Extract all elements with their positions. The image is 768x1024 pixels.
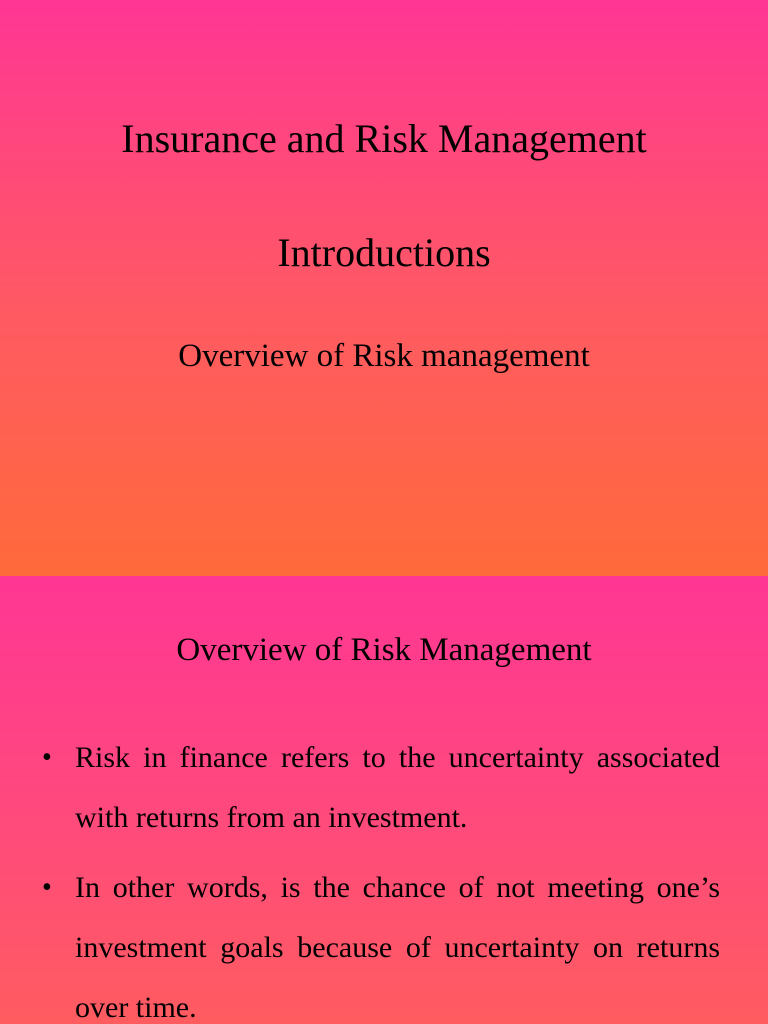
bullet-text: Risk in finance refers to the uncertainty associated with returns from an investment. <box>75 741 720 834</box>
slide-overview <box>0 576 768 1024</box>
bullet-item <box>42 858 720 1024</box>
bullet-item <box>42 728 720 848</box>
bullet-icon: • <box>42 742 52 773</box>
presentation-subtitle: Introductions <box>277 230 491 275</box>
bullet-list <box>42 728 720 1024</box>
presentation-overview-line: Overview of Risk management <box>178 338 590 374</box>
slide-heading: Overview of Risk Management <box>176 632 592 668</box>
presentation-title: Insurance and Risk Management <box>121 116 647 161</box>
bullet-icon: • <box>42 872 52 903</box>
bullet-text: In other words, is the chance of not meeting one’s investment goals because of uncertainty on returns over time. <box>75 871 720 1024</box>
